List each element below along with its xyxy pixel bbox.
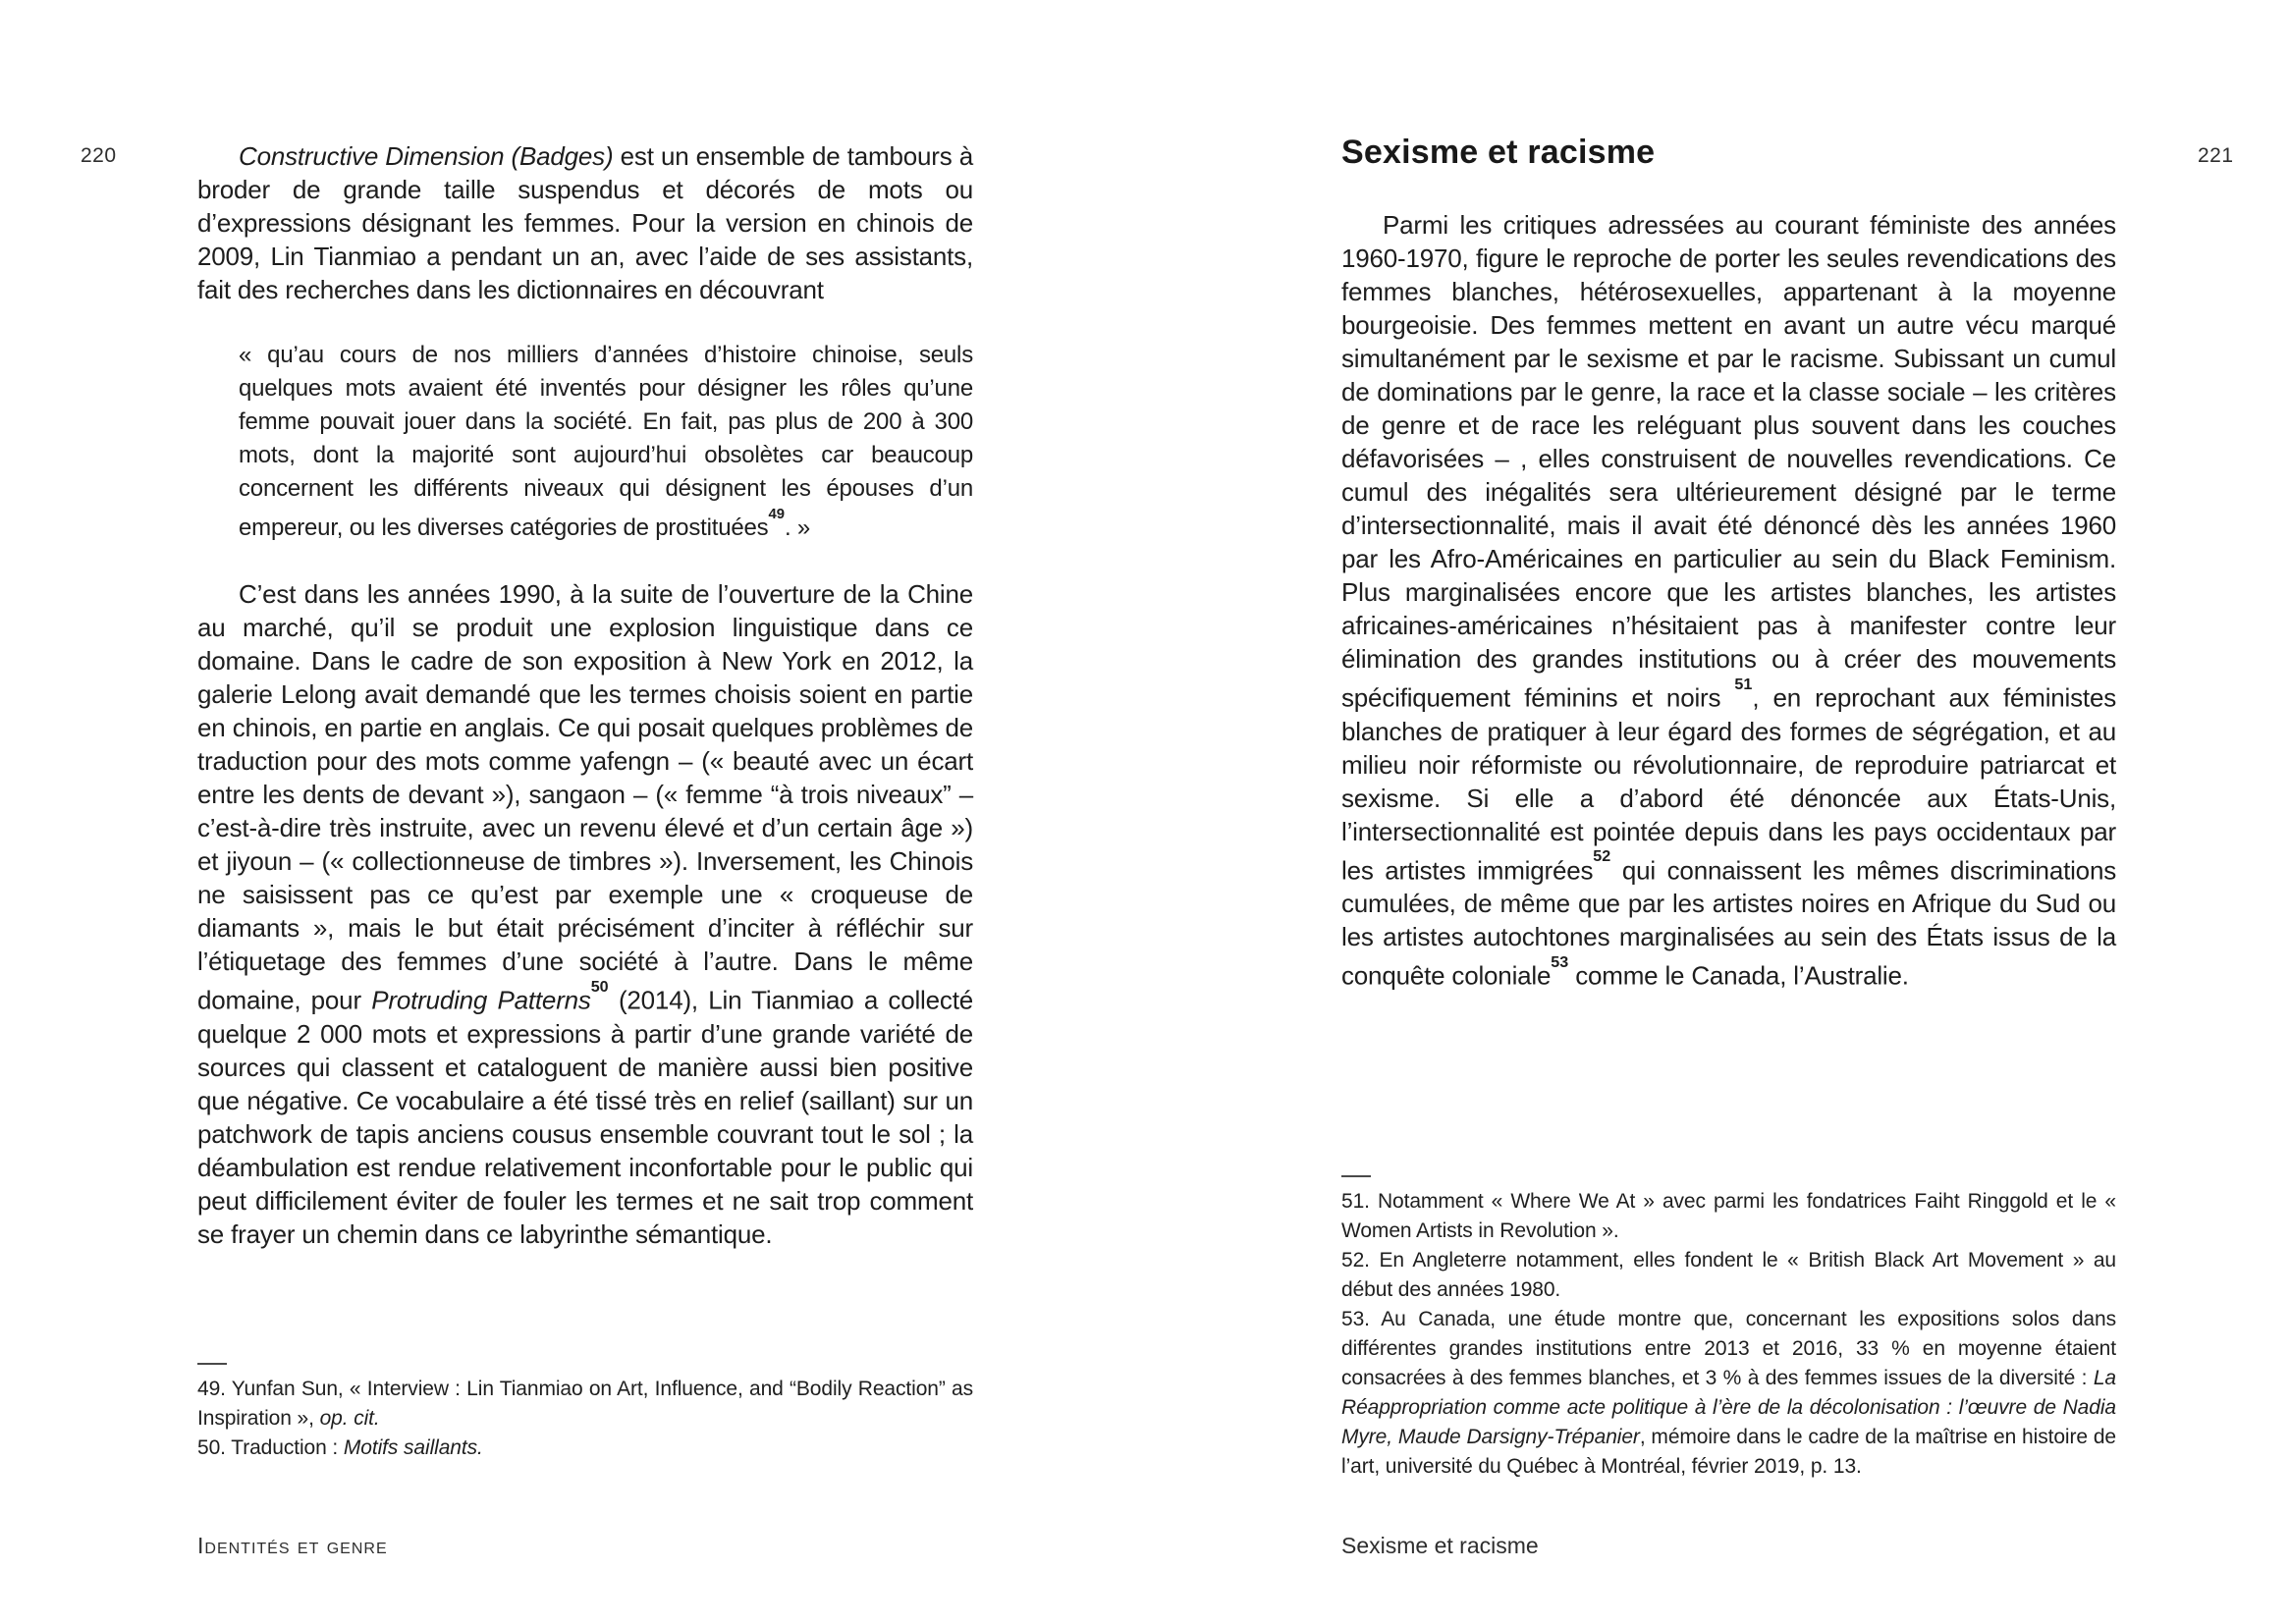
block-quote [239, 339, 973, 545]
footnote-separator-right [1341, 1175, 1371, 1177]
footnote-49-text: 49. Yunfan Sun, « Interview : Lin Tianmiao on Art, Influence, and “Bodily Reaction” as Inspiration », [197, 1378, 973, 1430]
footnote-51: 51. Notamment « Where We At » avec parmi les fondatrices Faiht Ringgold et le « Women Artists in Revolution ». [1341, 1190, 2116, 1242]
running-footer-right: Sexisme et racisme [1341, 1533, 1539, 1558]
left-text-column [197, 139, 973, 1251]
footnote-49 [197, 1375, 973, 1434]
quote-text: « qu’au cours de nos milliers d’années d’histoire chinoise, seuls quelques mots avaient été inventés pour désigner les rôles qu’une femme pouvait jouer dans la société. En fait, pas plus de 200 à 300 mots, dont la majorité sont aujourd’hui obsolètes car beaucoup concernent les différents niveaux qui désignent les épouses d’un empereur, ou les diverses catégories de prostituées [239, 342, 973, 541]
quote-closing: . » [784, 514, 811, 541]
paragraph-annees-1990 [197, 577, 973, 1251]
footnote-53-after: , mémoire dans le cadre de la maîtrise en histoire de l’art, université du Québec à Montréal, février 2019, p. 13. [1341, 1426, 2116, 1478]
footnote-ref-50: 50 [590, 977, 609, 996]
work-title-constructive-dimension: Constructive Dimension (Badges) [239, 141, 614, 171]
footnote-ref-51: 51 [1734, 675, 1753, 693]
paragraph-2-after: (2014), Lin Tianmiao a collecté quelque 2 000 mots et expressions à partir d’une grande variété de sources qui classent et cataloguent de manière aussi bien positive que négative. Ce vocabulaire a été tissé très en relief (saillant) sur un patchwork de tapis anciens cousus ensemble couvrant tout le sol ; la déambulation est rendue relativement inconfortable pour le public qui peut difficilement éviter de fouler les termes et ne sait trop comment se frayer un chemin dans ce labyrinthe sémantique. [197, 985, 973, 1249]
footnote-50-text: 50. Traduction : [197, 1436, 344, 1459]
paragraph-1-text: est un ensemble de tambours à broder de grande taille suspendus et décorés de mots ou d’expressions désignant les femmes. Pour la version en chinois de 2009, Lin Tianmiao a pendant un an, avec l’aide de ses assistants, fait des recherches dans les dictionnaires en découvrant [197, 141, 973, 304]
paragraph-sexisme-racisme [1341, 208, 2116, 993]
footnote-52: 52. En Angleterre notamment, elles fondent le « British Black Art Movement » au début des années 1980. [1341, 1249, 2116, 1301]
footnote-ref-52: 52 [1593, 847, 1611, 866]
right-paragraph-part-3: qui connaissent les mêmes discriminations cumulées, de même que par les artistes noires en Afrique du Sud ou les artistes autochtones marginalisées au sein des États issus de la conquête coloniale [1341, 855, 2116, 991]
page-number-left: 220 [81, 144, 117, 167]
right-paragraph-part-2: , en reprochant aux féministes blanches de pratiquer à leur égard des formes de ségrégation, et au milieu noir réformiste ou révolutionnaire, de reproduire patriarcat et sexisme. Si elle a d’abord été dénoncée aux États-Unis, l’intersectionnalité est pointée depuis dans les pays occidentaux par les artistes immigrées [1341, 682, 2116, 886]
right-paragraph-part-4: comme le Canada, l’Australie. [1568, 960, 1909, 991]
footnote-53-title: La Réappropriation comme acte politique à l’ère de la décolonisation : l’œuvre de Nadia Myre, Maude Darsigny-Trépanier [1341, 1367, 2116, 1448]
running-footer-left: Identités et genre [197, 1533, 388, 1558]
work-title-protruding-patterns: Protruding Patterns [371, 985, 591, 1015]
page-number-right: 221 [2198, 144, 2234, 167]
footnote-50 [197, 1434, 973, 1463]
right-footnotes [1341, 1175, 2116, 1482]
footnote-50-title: Motifs saillants. [343, 1436, 483, 1459]
footnote-53-before: 53. Au Canada, une étude montre que, concernant les expositions solos dans différentes grandes institutions entre 2013 et 2016, 33 % en moyenne étaient consacrées à des femmes blanches, et 3 % à des femmes issues de la diversité : [1341, 1308, 2116, 1389]
footnote-ref-53: 53 [1551, 952, 1569, 971]
footnote-53 [1341, 1305, 2116, 1482]
left-footnotes [197, 1363, 973, 1463]
right-text-column [1341, 208, 2116, 993]
footnote-49-opcit: op. cit. [319, 1407, 380, 1430]
footnote-ref-49: 49 [768, 507, 785, 523]
footnote-separator-left [197, 1363, 227, 1365]
section-title: Sexisme et racisme [1341, 134, 1656, 171]
paragraph-constructive-dimension [197, 139, 973, 306]
paragraph-2-before: C’est dans les années 1990, à la suite de l’ouverture de la Chine au marché, qu’il se produit une explosion linguistique dans ce domaine. Dans le cadre de son exposition à New York en 2012, la galerie Lelong avait demandé que les termes choisis soient en partie en chinois, en partie en anglais. Ce qui posait quelques problèmes de traduction pour des mots comme yafengn – (« beauté avec un écart entre les dents de devant »), sangaon – (« femme “à trois niveaux” – c’est-à-dire très instruite, avec un revenu élevé et d’un certain âge ») et jiyoun – (« collectionneuse de timbres »). Inversement, les Chinois ne saisissent pas ce qu’est par exemple une « croqueuse de diamants », mais le but était précisément d’inciter à réfléchir sur l’étiquetage des femmes d’une société à l’autre. Dans le même domaine, pour [197, 579, 973, 1015]
right-paragraph-part-1: Parmi les critiques adressées au courant féministe des années 1960-1970, figure le reproche de porter les seules revendications des femmes blanches, hétérosexuelles, appartenant à la moyenne bourgeoisie. Des femmes mettent en avant un autre vécu marqué simultanément par le sexisme et par le racisme. Subissant un cumul de dominations par le genre, la race et la classe sociale – les critères de genre et de race les reléguant plus souvent dans les couches défavorisées – , elles construisent de nouvelles revendications. Ce cumul des inégalités sera ultérieurement désigné par le terme d’intersectionnalité, mais il avait été dénoncé dès les années 1960 par les Afro-Américaines en particulier au sein du Black Feminism. Plus marginalisées encore que les artistes blanches, les artistes africaines-américaines n’hésitaient pas à manifester contre leur élimination des grandes institutions ou à créer des mouvements spécifiquement féminins et noirs [1341, 210, 2116, 713]
